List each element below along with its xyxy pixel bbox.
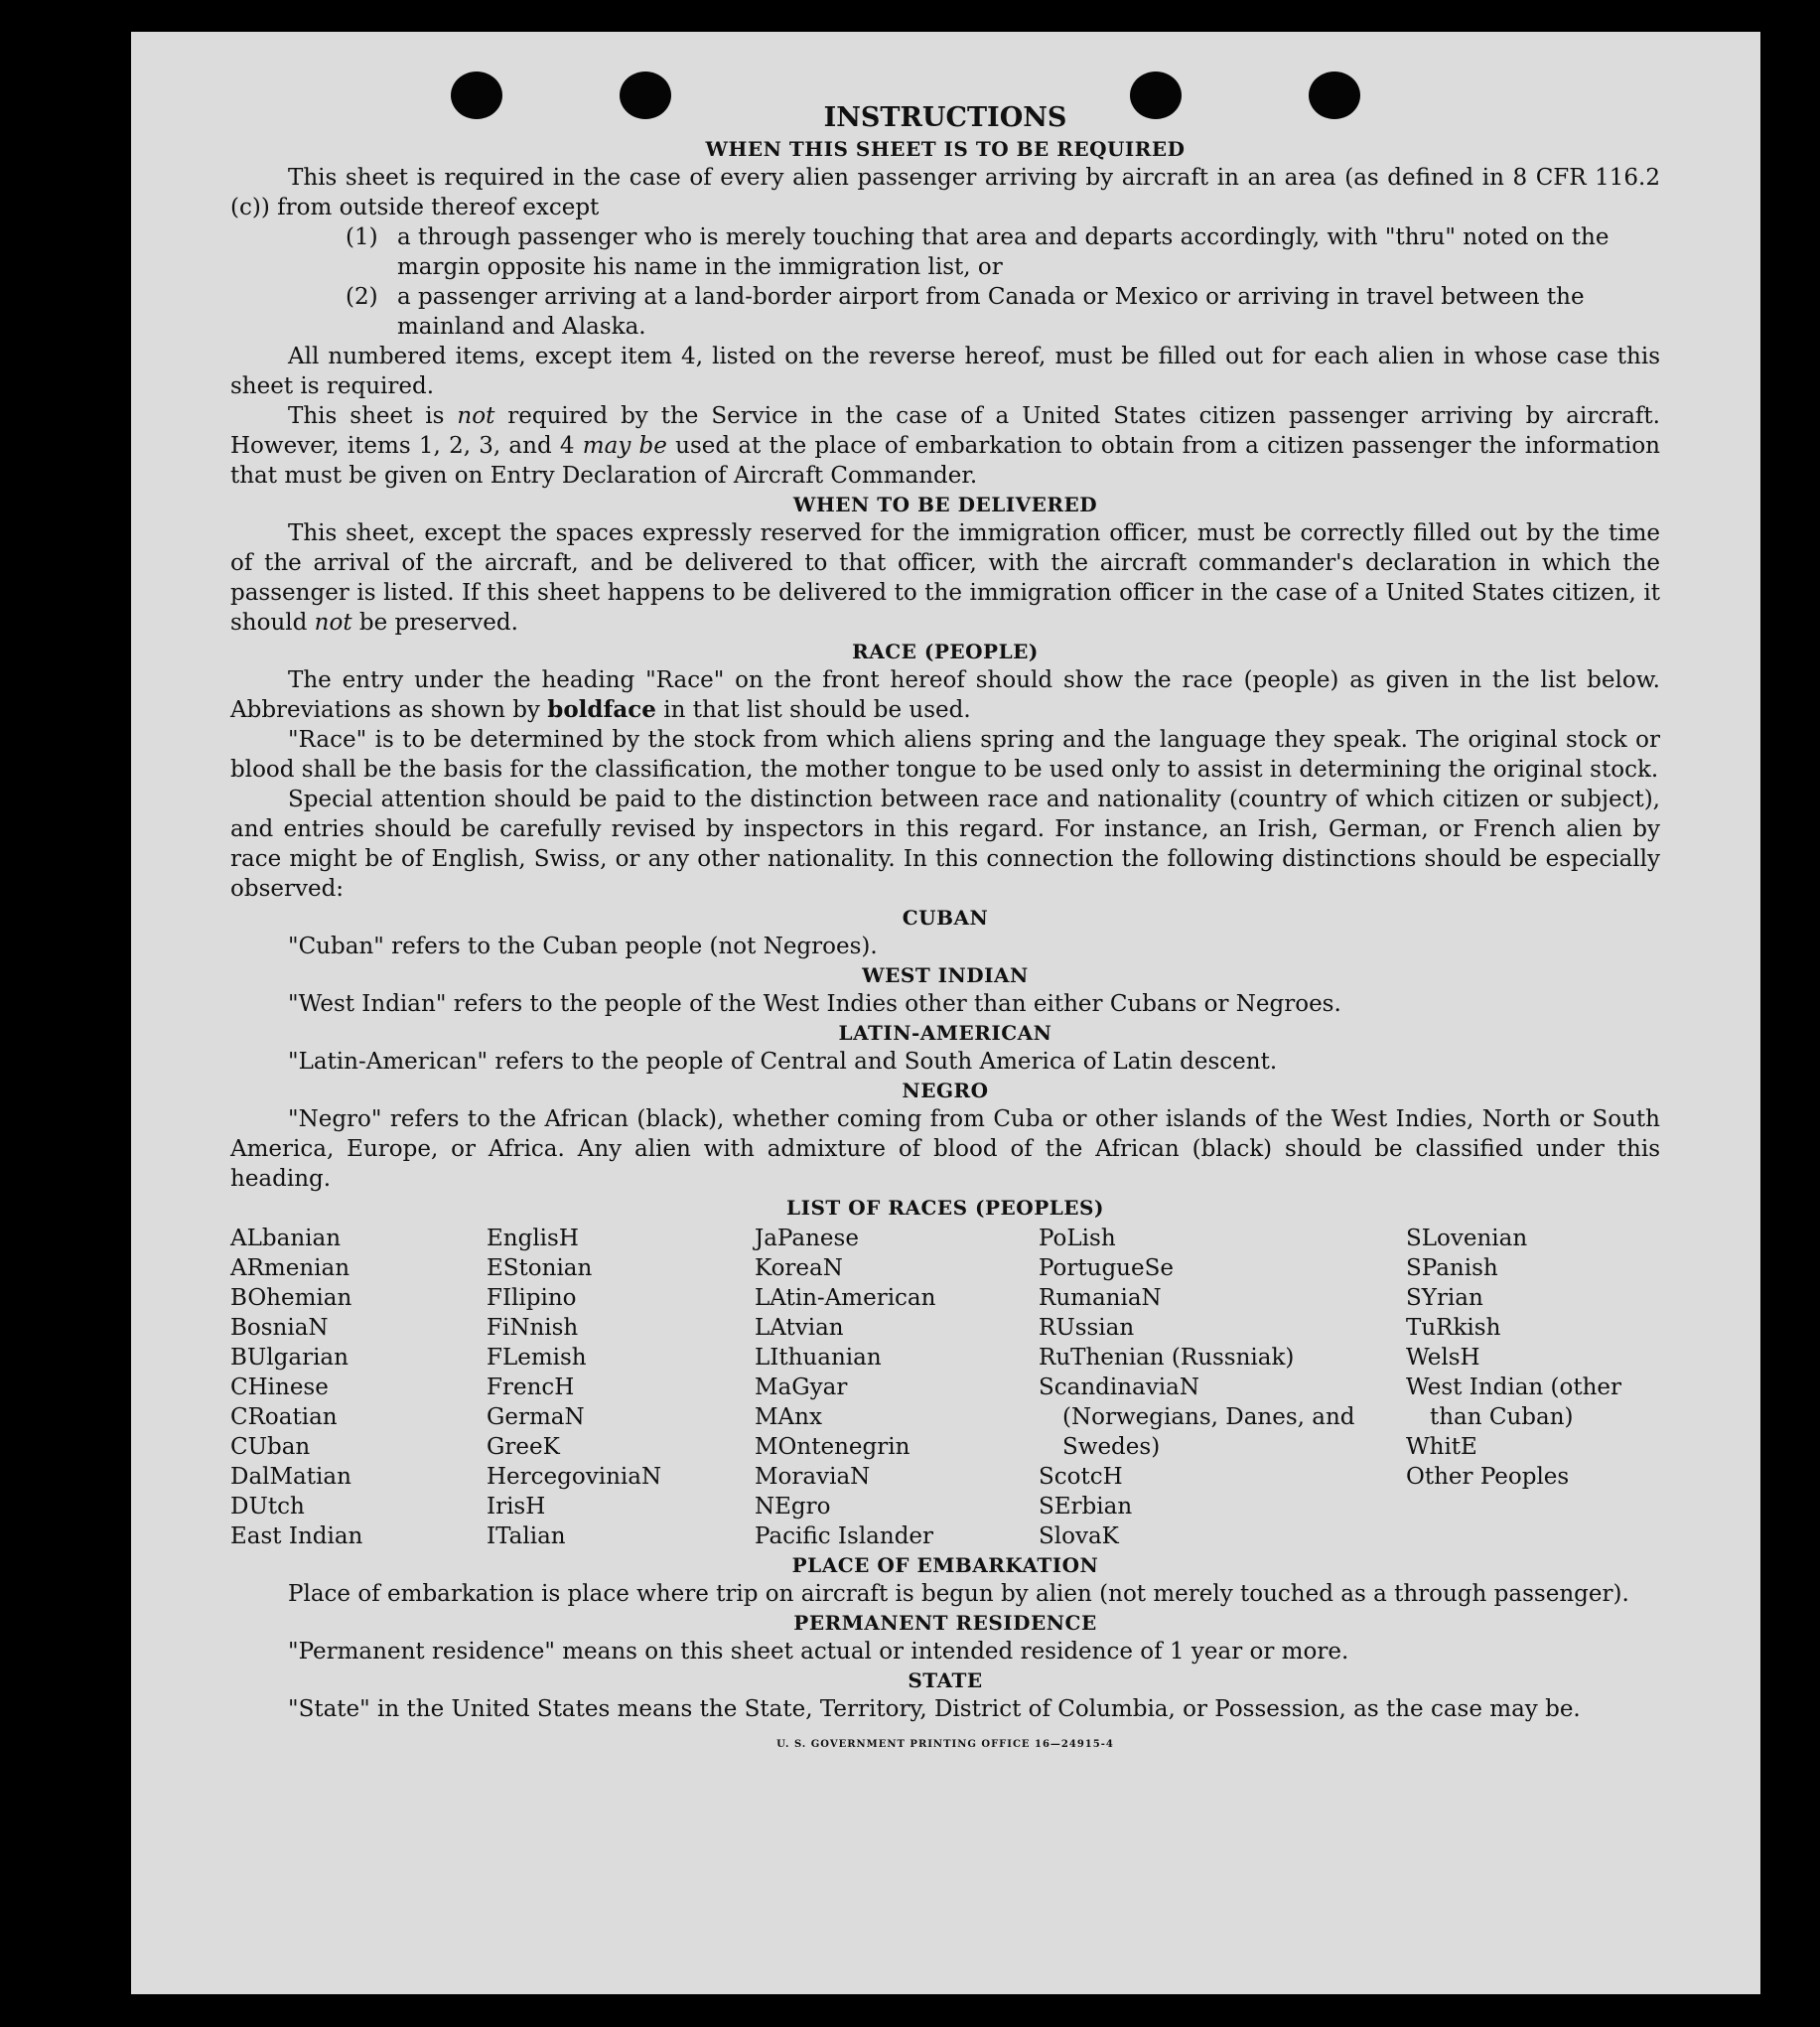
section-heading-race: RACE (PEOPLE) bbox=[852, 640, 1039, 663]
races-list bbox=[230, 1224, 1660, 1551]
race-entry: CRoatian bbox=[230, 1404, 338, 1430]
required-paragraph-2: All numbered items, except item 4, listed on the reverse hereof, must be filled out for each alien in whose case this sheet is required. bbox=[230, 344, 1660, 399]
race-entry: East Indian bbox=[230, 1523, 363, 1549]
race-entry: SErbian bbox=[1039, 1494, 1133, 1520]
race-entry: MoraviaN bbox=[755, 1464, 871, 1490]
race-entry: WelsH bbox=[1406, 1345, 1480, 1371]
race-entry: FrencH bbox=[487, 1375, 575, 1400]
exception-item bbox=[346, 222, 1660, 282]
emphasis-text: not bbox=[457, 403, 495, 429]
latin-american-text: "Latin-American" refers to the people of Central and South America of Latin descent. bbox=[288, 1049, 1278, 1075]
text-run: The entry under the heading "Race" on the front hereof should show the race (people) as given in the list below. Abbreviations as shown by bbox=[230, 667, 1660, 723]
race-entry: DalMatian bbox=[230, 1464, 351, 1490]
residence-text: "Permanent residence" means on this sheet actual or intended residence of 1 year or more. bbox=[288, 1639, 1349, 1665]
race-entry: EnglisH bbox=[487, 1226, 579, 1251]
race-paragraph-3: Special attention should be paid to the distinction between race and nationality (country of which citizen or subject), and entries should be carefully revised by inspectors in this regard. For instance, an Irish, German, or French alien by race might be of English, Swiss, or any other nationality. In this connection the following distinctions should be especially observed: bbox=[230, 787, 1660, 902]
race-entry: ScandinaviaN (Norwegians, Danes, and Swedes) bbox=[1039, 1375, 1362, 1460]
race-entry: SLovenian bbox=[1406, 1226, 1528, 1251]
section-heading-west-indian: WEST INDIAN bbox=[862, 963, 1029, 987]
text-run: used at the place of embarkation to obtain from a citizen passenger the information that must be given on Entry Declaration of Aircraft Commander. bbox=[230, 433, 1660, 489]
race-entry: MOntenegrin bbox=[755, 1434, 910, 1460]
race-entry: TuRkish bbox=[1406, 1315, 1501, 1341]
race-entry: KoreaN bbox=[755, 1255, 843, 1281]
races-column bbox=[755, 1224, 1039, 1551]
race-entry: SPanish bbox=[1406, 1255, 1498, 1281]
race-entry: ALbanian bbox=[230, 1226, 342, 1251]
race-entry: FiNnish bbox=[487, 1315, 579, 1341]
west-indian-text: "West Indian" refers to the people of the West Indies other than either Cubans or Negroes. bbox=[288, 991, 1341, 1017]
race-entry: WhitE bbox=[1406, 1434, 1477, 1460]
race-entry: EStonian bbox=[487, 1255, 593, 1281]
text-run: in that list should be used. bbox=[655, 697, 971, 723]
negro-text: "Negro" refers to the African (black), whether coming from Cuba or other islands of the West Indies, North or South America, Europe, or Africa. Any alien with admixture of blood of the African (black) should be classified under this heading. bbox=[230, 1106, 1660, 1192]
race-entry: PoLish bbox=[1039, 1226, 1116, 1251]
races-column bbox=[1039, 1224, 1406, 1551]
bold-text: boldface bbox=[547, 696, 656, 723]
race-entry: MAnx bbox=[755, 1404, 822, 1430]
exception-item bbox=[346, 282, 1660, 342]
race-entry: HercegoviniaN bbox=[487, 1464, 662, 1490]
section-heading-embarkation: PLACE OF EMBARKATION bbox=[791, 1553, 1099, 1577]
race-entry: ScotcH bbox=[1039, 1464, 1123, 1490]
document-page bbox=[131, 32, 1760, 1994]
race-entry: RumaniaN bbox=[1039, 1285, 1162, 1311]
exception-text: a through passenger who is merely touching that area and departs accordingly, with "thru" noted on the margin opposite his name in the immigration list, or bbox=[397, 224, 1610, 280]
race-entry: JaPanese bbox=[755, 1226, 859, 1251]
races-column bbox=[1406, 1224, 1660, 1551]
section-heading-latin-american: LATIN-AMERICAN bbox=[838, 1021, 1052, 1045]
race-entry: BOhemian bbox=[230, 1285, 352, 1311]
race-entry: ITalian bbox=[487, 1523, 566, 1549]
race-entry: CUban bbox=[230, 1434, 311, 1460]
delivered-paragraph bbox=[230, 518, 1660, 638]
exception-text: a passenger arriving at a land-border airport from Canada or Mexico or arriving in travel between the mainland and Alaska. bbox=[397, 284, 1585, 340]
section-heading-state: STATE bbox=[908, 1668, 983, 1692]
text-run: required by the Service in the case of a United States citizen passenger arriving by aircraft. However, items 1, 2, 3, and 4 bbox=[230, 403, 1660, 459]
race-entry: GreeK bbox=[487, 1434, 560, 1460]
race-entry: LIthuanian bbox=[755, 1345, 882, 1371]
race-entry: NEgro bbox=[755, 1494, 831, 1520]
embarkation-text: Place of embarkation is place where trip on aircraft is begun by alien (not merely touched as a through passenger). bbox=[288, 1581, 1629, 1607]
page-title: INSTRUCTIONS bbox=[823, 102, 1067, 133]
races-column bbox=[230, 1224, 487, 1551]
section-heading-negro: NEGRO bbox=[902, 1079, 989, 1102]
race-entry: Other Peoples bbox=[1406, 1464, 1570, 1490]
race-entry: BUlgarian bbox=[230, 1345, 349, 1371]
emphasis-text: not bbox=[314, 610, 352, 636]
section-heading-delivered: WHEN TO BE DELIVERED bbox=[792, 493, 1098, 516]
section-heading-required: WHEN THIS SHEET IS TO BE REQUIRED bbox=[705, 137, 1186, 161]
race-entry: MaGyar bbox=[755, 1375, 848, 1400]
race-entry: SlovaK bbox=[1039, 1523, 1119, 1549]
race-entry: SYrian bbox=[1406, 1285, 1483, 1311]
race-entry: RuThenian (Russniak) bbox=[1039, 1345, 1295, 1371]
race-entry: LAtvian bbox=[755, 1315, 844, 1341]
cuban-text: "Cuban" refers to the Cuban people (not Negroes). bbox=[288, 934, 878, 959]
section-heading-races-list: LIST OF RACES (PEOPLES) bbox=[786, 1196, 1104, 1220]
races-column bbox=[487, 1224, 755, 1551]
race-entry: DUtch bbox=[230, 1494, 305, 1520]
state-text: "State" in the United States means the State, Territory, District of Columbia, or Possession, as the case may be. bbox=[288, 1696, 1581, 1722]
instructions-content bbox=[230, 101, 1660, 1760]
text-run: This sheet is bbox=[288, 403, 458, 429]
exception-number: (2) bbox=[346, 284, 378, 310]
text-run: This sheet, except the spaces expressly reserved for the immigration officer, must be correctly filled out by the time of the arrival of the aircraft, and be delivered to that officer, with the aircraft commander's declaration in which the passenger is listed. If this sheet happens to be delivered to the immigration officer in the case of a United States citizen, it should bbox=[230, 520, 1660, 636]
race-entry: FLemish bbox=[487, 1345, 587, 1371]
race-entry: CHinese bbox=[230, 1375, 329, 1400]
race-entry: GermaN bbox=[487, 1404, 585, 1430]
race-paragraph-1 bbox=[230, 665, 1660, 725]
race-entry: BosniaN bbox=[230, 1315, 329, 1341]
race-entry: Pacific Islander bbox=[755, 1523, 934, 1549]
required-paragraph-3 bbox=[230, 401, 1660, 491]
race-entry: PortugueSe bbox=[1039, 1255, 1174, 1281]
required-paragraph-1: This sheet is required in the case of every alien passenger arriving by aircraft in an area (as defined in 8 CFR 116.2 (c)) from outside thereof except bbox=[230, 165, 1660, 220]
race-entry: LAtin-American bbox=[755, 1285, 936, 1311]
race-entry: ARmenian bbox=[230, 1255, 350, 1281]
emphasis-text: may be bbox=[582, 433, 667, 459]
text-run: be preserved. bbox=[351, 610, 518, 636]
race-entry: RUssian bbox=[1039, 1315, 1135, 1341]
race-entry: FIlipino bbox=[487, 1285, 577, 1311]
section-heading-cuban: CUBAN bbox=[902, 906, 989, 930]
section-heading-residence: PERMANENT RESIDENCE bbox=[793, 1611, 1097, 1635]
printer-imprint: U. S. GOVERNMENT PRINTING OFFICE 16—24915-4 bbox=[776, 1739, 1114, 1750]
race-entry: West Indian (other than Cuban) bbox=[1406, 1375, 1629, 1430]
race-entry: IrisH bbox=[487, 1494, 546, 1520]
race-paragraph-2: "Race" is to be determined by the stock from which aliens spring and the language they speak. The original stock or blood shall be the basis for the classification, the mother tongue to be used only to assist in determining the original stock. bbox=[230, 727, 1660, 783]
exception-number: (1) bbox=[346, 224, 378, 250]
